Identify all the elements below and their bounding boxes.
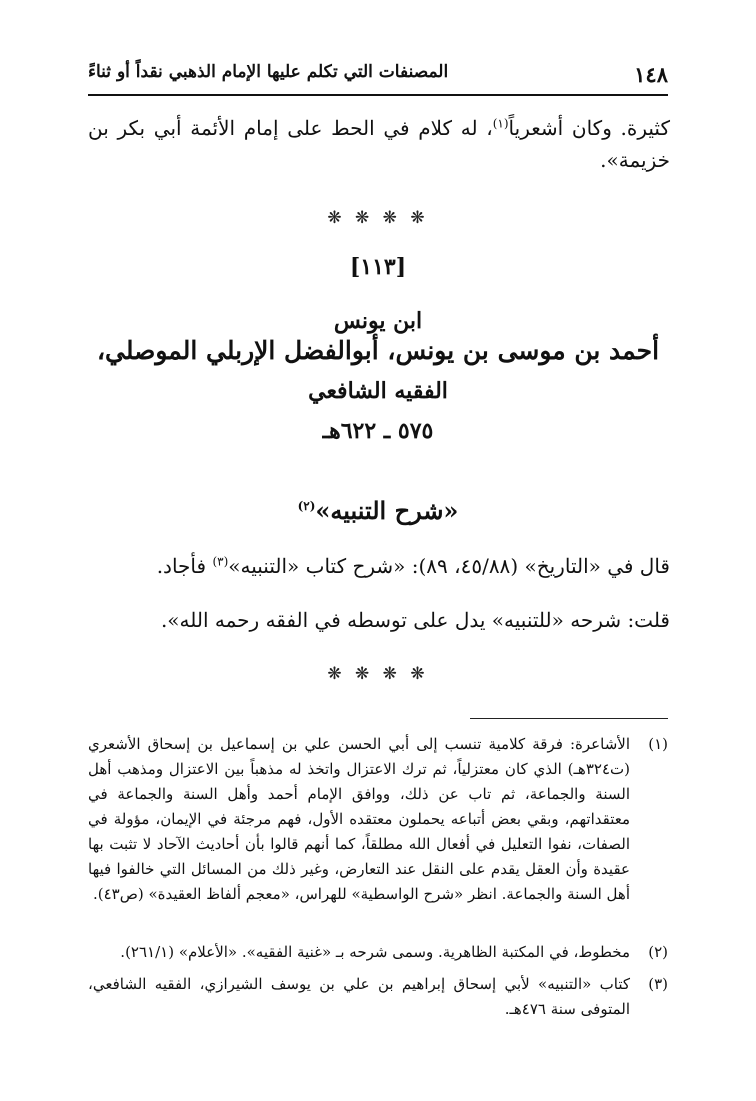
- quote-text-end: فأجاد.: [156, 554, 213, 578]
- footnote-rule: [470, 718, 668, 719]
- page-header: [88, 58, 668, 92]
- entry-full-name: أحمد بن موسى بن يونس، أبوالفضل الإربلي الموصلي،: [96, 336, 660, 365]
- footnote-ref-1: (١): [492, 116, 509, 131]
- section-separator-top: ❋ ❋ ❋ ❋: [327, 208, 429, 228]
- footnote-1: [88, 732, 668, 907]
- running-title: المصنفات التي تكلم عليها الإمام الذهبي نقداً أو ثناءً: [88, 62, 449, 82]
- page-number: ١٤٨: [634, 62, 668, 87]
- entry-alias: ابن يونس: [333, 308, 423, 334]
- comment-paragraph: قلت: شرحه «للتنبيه» يدل على توسطه في الفقه رحمه الله».: [160, 608, 670, 632]
- work-title-text: «شرح التنبيه»: [315, 496, 459, 525]
- footnote-number: (٣): [648, 975, 668, 993]
- footnote-ref-3: (٣): [212, 554, 229, 569]
- entry-number: [١١٣]: [349, 254, 407, 280]
- intro-text-start: كثيرة. وكان أشعرياً: [508, 116, 670, 140]
- quote-paragraph: [88, 550, 670, 582]
- footnote-2: [88, 940, 668, 965]
- footnote-text: مخطوط، في المكتبة الظاهرية. وسمى شرحه بـ «غنية الفقيه». «الأعلام» (٢٦١/١).: [120, 943, 630, 961]
- intro-paragraph: [88, 112, 670, 176]
- footnote-number: (٢): [648, 943, 668, 961]
- footnote-text: كتاب «التنبيه» لأبي إسحاق إبراهيم بن علي بن يوسف الشيرازي، الفقيه الشافعي، المتوفى سنة ٤٧٦هـ.: [88, 975, 630, 1018]
- footnote-3: [88, 972, 668, 1022]
- entry-madhhab: الفقيه الشافعي: [308, 378, 448, 404]
- quote-text-start: قال في «التاريخ» (٤٥/٨٨، ٨٩): «شرح كتاب «التنبيه»: [228, 554, 670, 578]
- footnote-number: (١): [648, 735, 668, 753]
- section-separator-bottom: ❋ ❋ ❋ ❋: [327, 664, 429, 684]
- intro-text-end: ، له كلام في الحط على إمام الأئمة أبي بكر بن خزيمة».: [88, 116, 670, 172]
- work-title: [60, 496, 696, 525]
- header-rule: [88, 94, 668, 96]
- footnote-text: الأشاعرة: فرقة كلامية تنسب إلى أبي الحسن علي بن إسماعيل بن إسحاق الأشعري (ت٣٢٤هـ) الذي كان معتزلياً، ثم ترك الاعتزال واتخذ له مذهباً بين الاعتزال ومذهب أهل السنة والجماعة، ثم تاب عن ذلك، ووافق الإمام أحمد وأهل السنة والجماعة في معتقداتهم، وبقي بعض أتباعه يحملون معتقده الأول، فهم مرجئة في الإيمان، مؤولة في الصفات، نفوا التعليل في أفعال الله مطلقاً، كما أنهم قالوا بأن أحاديث الآحاد لا تثبت بها عقيدة وأن العقل يقدم على النقل عند التعارض، وغير ذلك من المسائل التي خالفوا فيها أهل السنة والجماعة. انظر «شرح الواسطية» للهراس، «معجم ألفاظ العقيدة» (ص٤٣).: [88, 735, 630, 903]
- footnote-ref-2: (٢): [297, 499, 316, 513]
- entry-dates: ٥٧٥ ـ ٦٢٢هـ: [322, 418, 434, 444]
